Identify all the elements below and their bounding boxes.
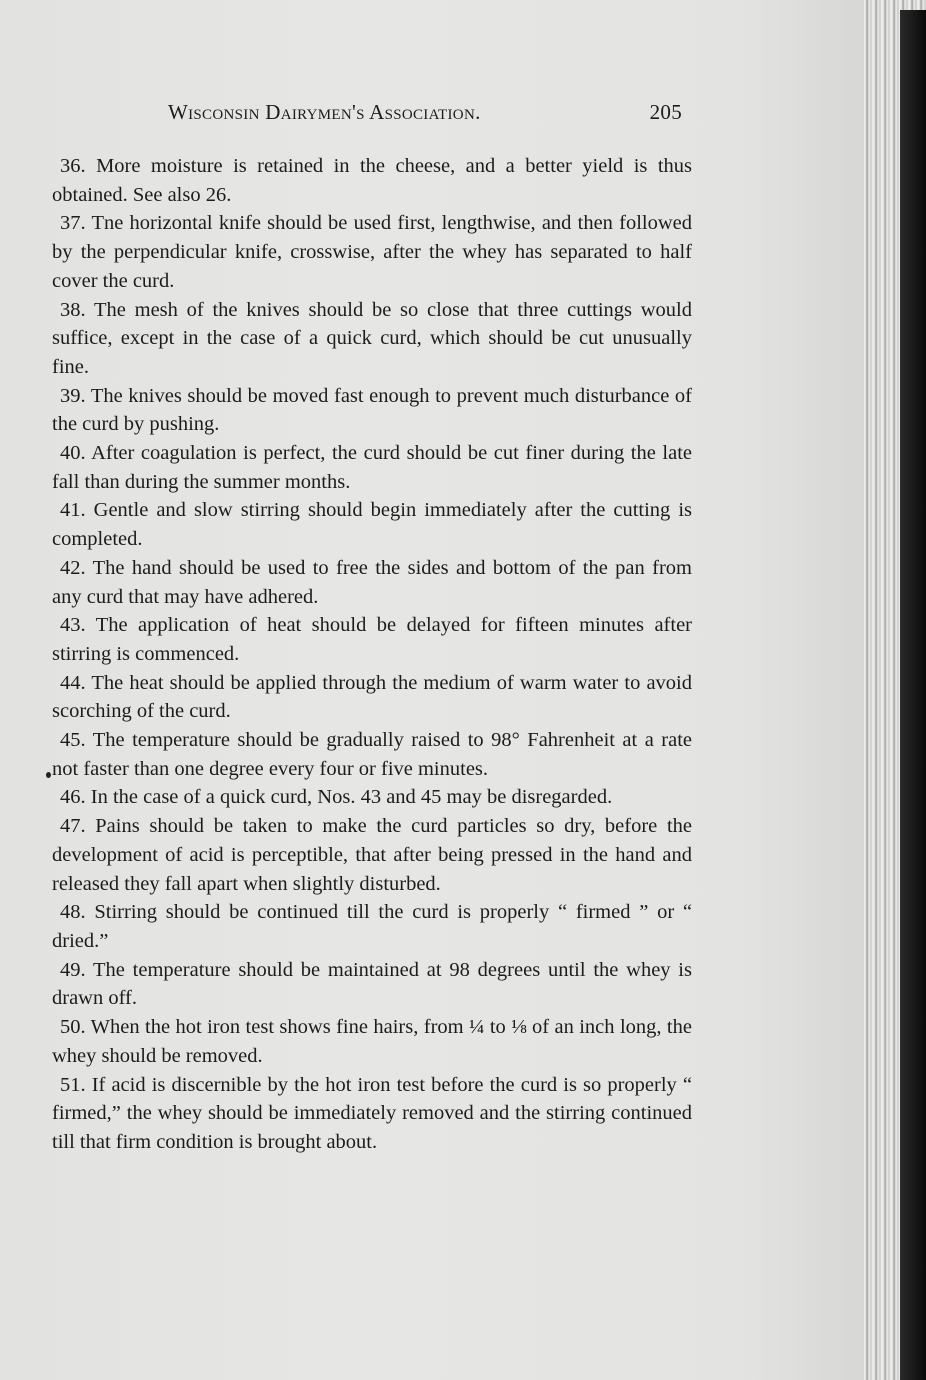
paragraph-50 <box>52 1013 692 1070</box>
paragraph-text: When the hot iron test shows fine hairs, from ¼ to ⅛ of an inch long, the whey should be removed. <box>52 1016 692 1067</box>
paragraph-number: 40. <box>60 442 86 465</box>
paragraph-number: 41. <box>60 499 86 522</box>
paragraph-number: 36. <box>60 155 86 177</box>
paragraph-text: The application of heat should be delayed for fifteen minutes after stirring is commenced. <box>52 614 692 665</box>
paragraph-number: 50. <box>60 1016 86 1039</box>
paragraph-51 <box>52 1071 692 1157</box>
paragraph-47 <box>52 812 692 898</box>
paragraph-text: After coagulation is perfect, the curd should be cut finer during the late fall than during the summer months. <box>52 442 692 493</box>
paragraph-number: 42. <box>60 556 86 579</box>
paragraph-45 <box>52 726 692 783</box>
paragraph-text: The temperature should be gradually raised to 98° Fahrenheit at a rate not faster than one degree every four or five minutes. <box>52 729 692 780</box>
paragraph-text: The mesh of the knives should be so close that three cuttings would suffice, except in the case of a quick curd, which should be cut unusually fine. <box>52 298 693 378</box>
paragraph-text: Stirring should be continued till the curd is properly “ firmed ” or “ dried.” <box>52 901 692 952</box>
paragraph-number: 39. <box>60 384 86 407</box>
book-cover-edge <box>900 10 926 1380</box>
paragraph-number: 45. <box>60 729 86 752</box>
paragraph-text: The knives should be moved fast enough to prevent much disturbance of the curd by pushing. <box>52 384 692 436</box>
paragraph-42 <box>52 554 692 611</box>
paragraph-text: If acid is discernible by the hot iron test before the curd is so properly “ firmed,” the whey should be immediately removed and the stirring continued till that firm condition is brought about. <box>52 1073 692 1153</box>
paragraph-number: 48. <box>60 901 86 924</box>
paragraph-text: In the case of a quick curd, Nos. 43 and 45 may be disregarded. <box>90 786 613 809</box>
paragraph-text: Pains should be taken to make the curd particles so dry, before the development of acid is perceptible, that after being pressed in the hand and released they fall apart when slightly disturbed. <box>52 815 692 895</box>
running-title: Wisconsin Dairymen's Association. <box>168 100 481 124</box>
paragraph-text: The hand should be used to free the sides and bottom of the pan from any curd that may have adhered. <box>52 556 692 608</box>
paragraph-text: The temperature should be maintained at 98 degrees until the whey is drawn off. <box>52 958 692 1010</box>
paragraph-46 <box>52 783 692 812</box>
running-header <box>168 100 682 130</box>
paragraph-number: 37. <box>60 212 86 235</box>
paragraph-40 <box>52 439 692 496</box>
paragraph-48 <box>52 898 692 955</box>
paragraph-text: The heat should be applied through the medium of warm water to avoid scorching of the curd. <box>52 671 692 723</box>
paragraph-37 <box>52 209 692 295</box>
paragraph-41 <box>52 496 692 553</box>
paragraph-36 <box>52 152 692 209</box>
paragraph-number: 49. <box>60 958 86 981</box>
paragraph-39 <box>52 382 692 439</box>
paragraph-number: 38. <box>60 298 86 321</box>
paragraph-text: Gentle and slow stirring should begin immediately after the cutting is completed. <box>52 499 693 551</box>
page-number: 205 <box>649 100 682 124</box>
paragraph-43 <box>52 611 692 668</box>
paragraph-text: More moisture is retained in the cheese, and a better yield is thus obtained. See also 26. <box>52 155 692 206</box>
paragraph-number: 51. <box>60 1073 86 1096</box>
paragraph-text: Tne horizontal knife should be used first, lengthwise, and then followed by the perpendicular knife, crosswise, after the whey has separated to half cover the curd. <box>52 212 692 292</box>
paragraph-number: 43. <box>60 614 86 637</box>
body-text <box>52 152 692 1157</box>
paragraph-number: 46. <box>60 786 86 809</box>
paragraph-49 <box>52 956 692 1013</box>
paragraph-number: 47. <box>60 815 86 838</box>
paragraph-44 <box>52 669 692 726</box>
paragraph-number: 44. <box>60 671 86 694</box>
paragraph-38 <box>52 296 692 382</box>
ink-speck <box>46 772 51 778</box>
